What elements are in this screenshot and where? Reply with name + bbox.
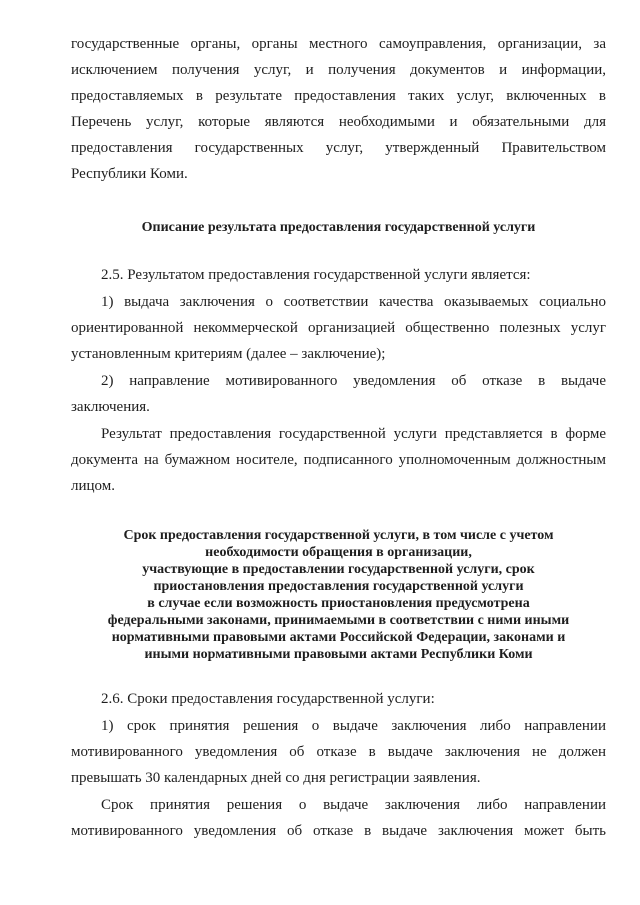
section-heading-result: Описание результата предоставления государственной услуги <box>141 220 536 235</box>
heading-line: участвующие в предоставлении государственной услуги, срок <box>142 562 535 577</box>
heading-line: приостановления предоставления государственной услуги <box>153 579 524 594</box>
item-2-6-point-1-line: мотивированного уведомления об отказе в выдаче заключения не должен <box>71 744 606 760</box>
item-2-5-result-line: Результат предоставления государственной услуги представляется в форме <box>101 426 606 442</box>
item-2-5-point-2-line: заключения. <box>71 399 150 415</box>
item-2-6-intro: 2.6. Сроки предоставления государственной услуги: <box>101 691 435 707</box>
item-2-5-point-1-line: ориентированной некоммерческой организацией общественно полезных услуг <box>71 320 606 336</box>
item-2-6-term-line: мотивированного уведомления об отказе в выдаче заключения может быть <box>71 823 606 839</box>
intro-paragraph <box>71 31 606 187</box>
heading-line: необходимости обращения в организации, <box>205 545 472 560</box>
item-2-6-point-1-line: 1) срок принятия решения о выдаче заключения либо направлении <box>101 718 606 734</box>
text-line: предоставления государственных услуг, утвержденный Правительством <box>71 140 606 156</box>
item-2-5-intro: 2.5. Результатом предоставления государственной услуги является: <box>101 267 531 283</box>
text-line: государственные органы, органы местного самоуправления, организации, за <box>71 36 606 52</box>
item-2-6-point-1-line: превышать 30 календарных дней со дня регистрации заявления. <box>71 770 481 786</box>
section-heading-term <box>71 527 606 663</box>
text-line: исключением получения услуг, и получения документов и информации, <box>71 62 606 78</box>
heading-line: нормативными правовыми актами Российской Федерации, законами и <box>111 630 566 645</box>
text-line: Перечень услуг, которые являются необходимыми и обязательными для <box>71 114 606 130</box>
item-2-5-point-1-line: 1) выдача заключения о соответствии качества оказываемых социально <box>101 294 606 310</box>
heading-line: иными нормативными правовыми актами Республики Коми <box>144 647 533 662</box>
item-2-5-result-line: документа на бумажном носителе, подписанного уполномоченным должностным <box>71 452 606 468</box>
heading-line: федеральными законами, принимаемыми в соответствии с ними иными <box>107 613 570 628</box>
item-2-5-result-line: лицом. <box>71 478 115 494</box>
text-line: предоставляемых в результате предоставления таких услуг, включенных в <box>71 88 606 104</box>
text-line: Республики Коми. <box>71 166 188 182</box>
item-2-5-point-1-line: установленным критериям (далее – заключение); <box>71 346 386 362</box>
heading-line: в случае если возможность приостановления предусмотрена <box>147 596 530 611</box>
heading-line: Срок предоставления государственной услуги, в том числе с учетом <box>123 528 554 543</box>
item-2-5-point-2-line: 2) направление мотивированного уведомления об отказе в выдаче <box>101 373 606 389</box>
item-2-6-term-line: Срок принятия решения о выдаче заключения либо направлении <box>101 797 606 813</box>
